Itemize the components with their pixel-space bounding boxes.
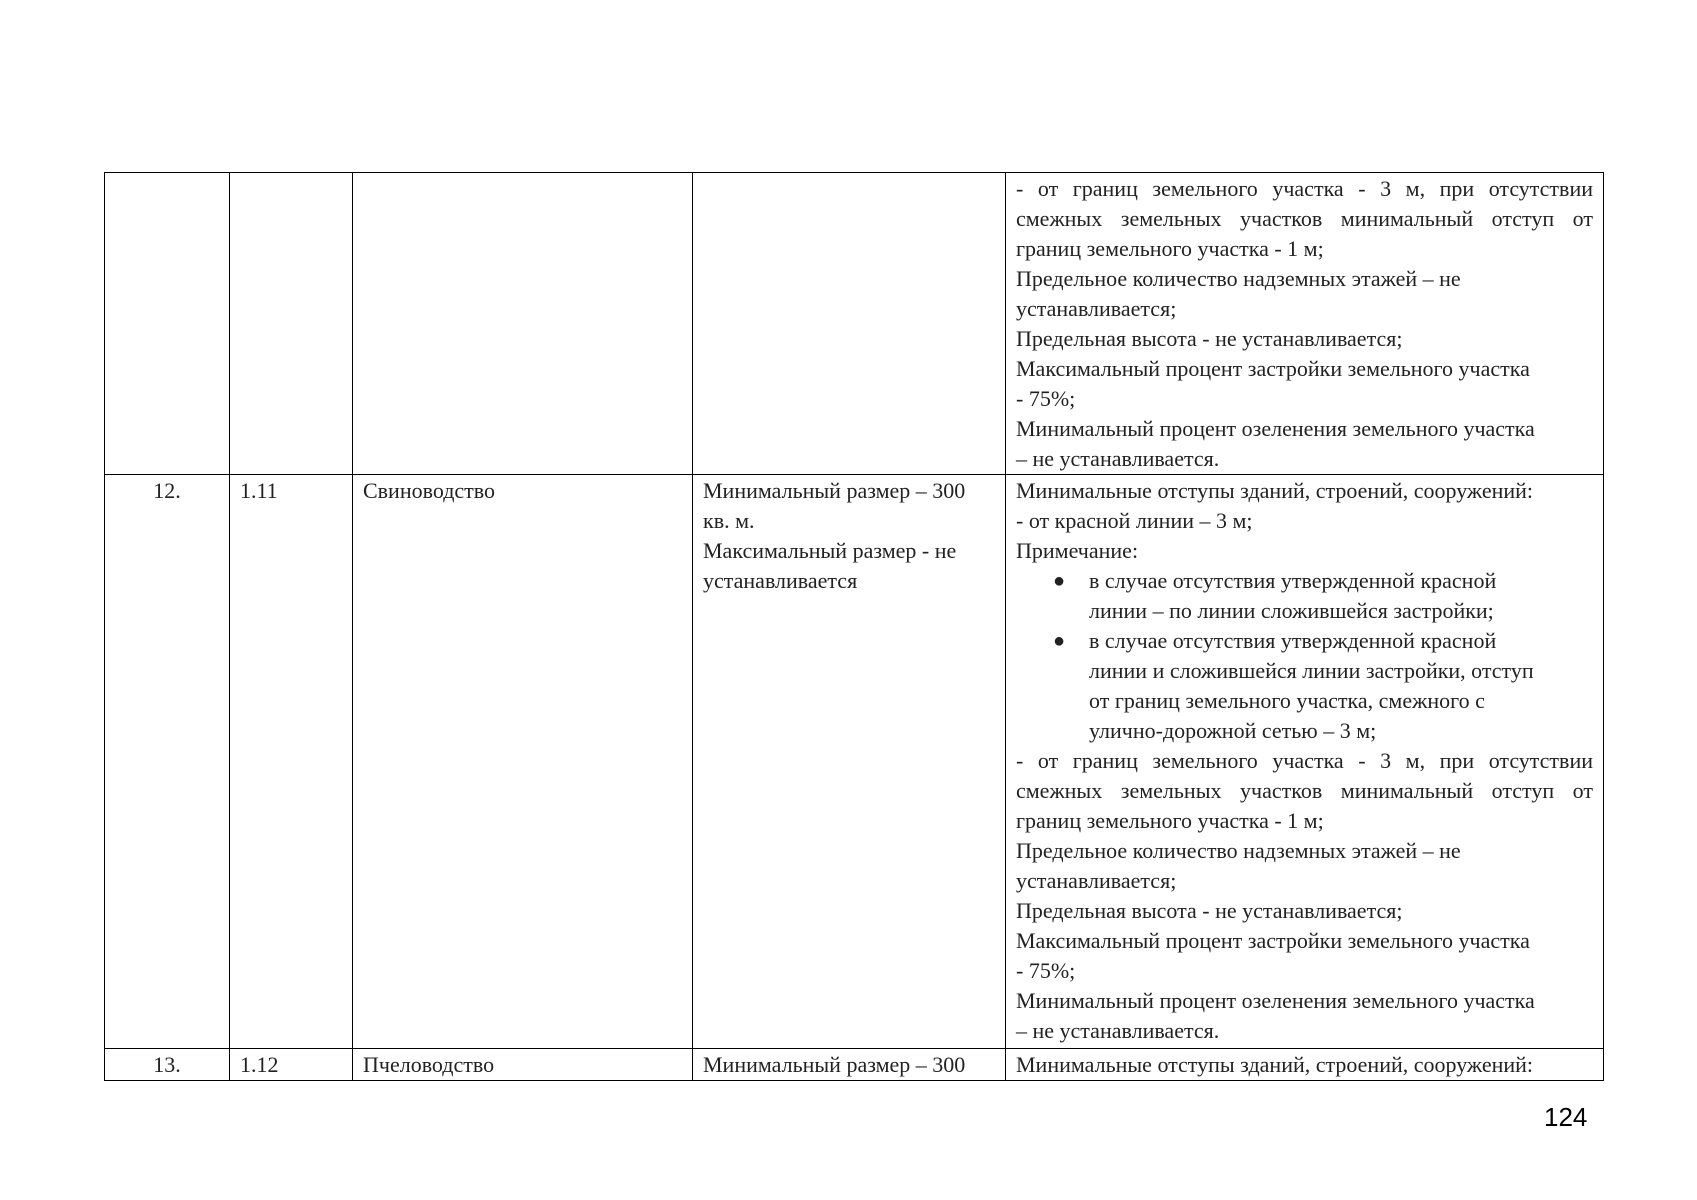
- plot-size-line: Максимальный размер - не: [703, 538, 957, 563]
- param-line: – не устанавливается.: [1016, 446, 1220, 471]
- bullet-dot-icon: ●: [1053, 630, 1066, 652]
- plot-size-cell: [693, 475, 1006, 1049]
- plot-size-line: устанавливается: [703, 568, 858, 593]
- land-use-regulations-table: [104, 172, 1604, 1081]
- table-row: [105, 475, 1604, 1049]
- note-bullet-list: [1016, 566, 1593, 746]
- param-line: - от границ земельного участка - 3 м, при отсутствии: [1016, 176, 1593, 201]
- row-number-cell: [105, 475, 230, 1049]
- activity-code: 1.11: [240, 478, 278, 503]
- activity-code-cell: [230, 1049, 353, 1081]
- activity-name-cell: [353, 173, 693, 475]
- construction-params-cell: [1006, 1049, 1604, 1081]
- table-row: [105, 173, 1604, 475]
- param-line: – не устанавливается.: [1016, 1018, 1220, 1043]
- param-line: Предельная высота - не устанавливается;: [1016, 326, 1403, 351]
- bullet-text-line: в случае отсутствия утвержденной красной: [1089, 628, 1497, 653]
- construction-params-cell: [1006, 475, 1604, 1049]
- param-line: - от красной линии – 3 м;: [1016, 508, 1253, 533]
- param-line: Предельное количество надземных этажей – не: [1016, 838, 1461, 863]
- param-line: смежных земельных участков минимальный отступ от: [1016, 778, 1593, 803]
- bullet-text-line: улично-дорожной сетью – 3 м;: [1089, 718, 1377, 743]
- bullet-text-line: линии – по линии сложившейся застройки;: [1089, 598, 1494, 623]
- param-line: границ земельного участка - 1 м;: [1016, 808, 1324, 833]
- row-number-cell: [105, 173, 230, 475]
- page-number: 124: [1544, 1102, 1588, 1132]
- param-line: смежных земельных участков минимальный отступ от: [1016, 206, 1593, 231]
- param-line: устанавливается;: [1016, 296, 1177, 321]
- param-line: границ земельного участка - 1 м;: [1016, 236, 1324, 261]
- activity-name: Пчеловодство: [363, 1052, 495, 1077]
- param-line: Максимальный процент застройки земельного участка: [1016, 928, 1530, 953]
- plot-size-line: Минимальный размер – 300: [703, 1052, 966, 1077]
- param-line: Минимальный процент озеленения земельного участка: [1016, 988, 1535, 1013]
- table-row: [105, 1049, 1604, 1081]
- table-body: [105, 173, 1604, 1081]
- param-line: Минимальный процент озеленения земельного участка: [1016, 416, 1535, 441]
- activity-code-cell: [230, 475, 353, 1049]
- construction-params-cell: [1006, 173, 1604, 475]
- row-number: 13.: [153, 1052, 181, 1077]
- activity-code-cell: [230, 173, 353, 475]
- row-number: 12.: [153, 478, 181, 503]
- list-item: [1053, 566, 1593, 626]
- param-line: устанавливается;: [1016, 868, 1177, 893]
- activity-code: 1.12: [240, 1052, 279, 1077]
- row-number-cell: [105, 1049, 230, 1081]
- param-line: Максимальный процент застройки земельного участка: [1016, 356, 1530, 381]
- param-line: Минимальные отступы зданий, строений, сооружений:: [1016, 1052, 1534, 1077]
- bullet-text-line: от границ земельного участка, смежного с: [1089, 688, 1485, 713]
- param-line: - 75%;: [1016, 386, 1076, 411]
- activity-name-cell: [353, 1049, 693, 1081]
- param-line: Минимальные отступы зданий, строений, сооружений:: [1016, 478, 1534, 503]
- plot-size-cell: [693, 173, 1006, 475]
- param-line: - 75%;: [1016, 958, 1076, 983]
- plot-size-line: Минимальный размер – 300: [703, 478, 966, 503]
- list-item: [1053, 626, 1593, 746]
- bullet-dot-icon: ●: [1053, 570, 1066, 592]
- activity-name: Свиноводство: [363, 478, 496, 503]
- activity-name-cell: [353, 475, 693, 1049]
- param-line: - от границ земельного участка - 3 м, при отсутствии: [1016, 748, 1593, 773]
- param-line: Предельное количество надземных этажей – не: [1016, 266, 1461, 291]
- plot-size-line: кв. м.: [703, 508, 755, 533]
- param-line: Предельная высота - не устанавливается;: [1016, 898, 1403, 923]
- param-line: Примечание:: [1016, 538, 1139, 563]
- bullet-text-line: линии и сложившейся линии застройки, отступ: [1089, 658, 1534, 683]
- plot-size-cell: [693, 1049, 1006, 1081]
- bullet-text-line: в случае отсутствия утвержденной красной: [1089, 568, 1497, 593]
